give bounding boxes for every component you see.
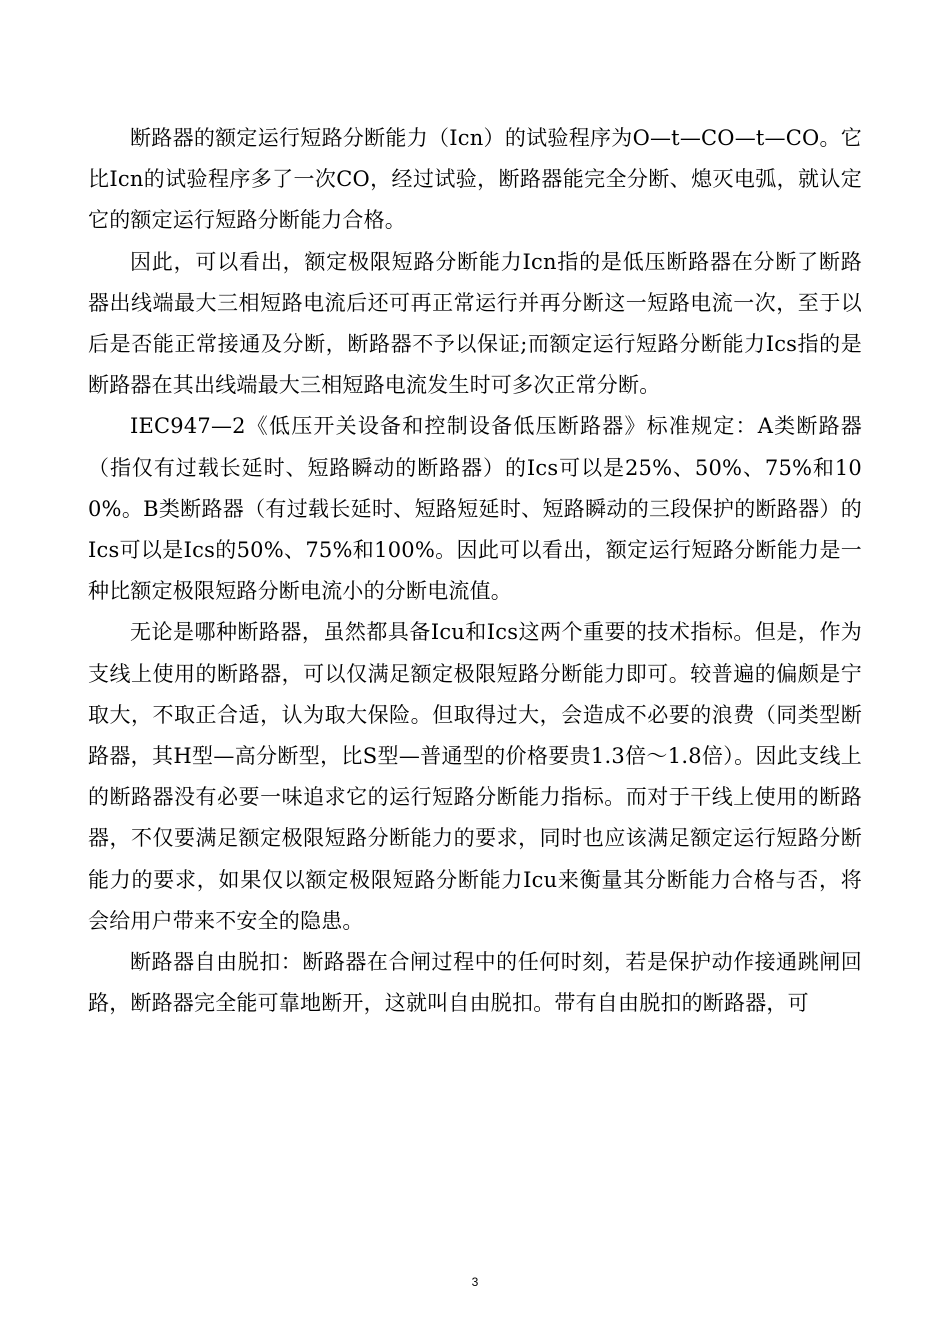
paragraph-iec-standard: IEC947—2《低压开关设备和控制设备低压断路器》标准规定：A类断路器（指仅有过载长延时、短路瞬动的断路器）的Ics可以是25%、50%、75%和100%。B类断路器（有过载长延时、短路短延时、短路瞬动的三段保护的断路器）的Ics可以是Ics的50%、75%和100%。因此可以看出，额定运行短路分断能力是一种比额定极限短路分断电流小的分断电流值。 — [88, 414, 862, 604]
body-text — [88, 118, 862, 1024]
paragraph-test-procedure: 断路器的额定运行短路分断能力（Icn）的试验程序为O—t—CO—t—CO。它比Icn的试验程序多了一次CO，经过试验，断路器能完全分断、熄灭电弧，就认定它的额定运行短路分断能力合格。 — [88, 126, 862, 233]
paragraph-selection-advice: 无论是哪种断路器，虽然都具备Icu和Ics这两个重要的技术指标。但是，作为支线上使用的断路器，可以仅满足额定极限短路分断能力即可。较普遍的偏颇是宁取大，不取正合适，认为取大保险。但取得过大，会造成不必要的浪费（同类型断路器，其H型—高分断型，比S型—普通型的价格要贵1.3倍～1.8倍）。因此支线上的断路器没有必要一味追求它的运行短路分断能力指标。而对于干线上使用的断路器，不仅要满足额定极限短路分断能力的要求，同时也应该满足额定运行短路分断能力的要求，如果仅以额定极限短路分断能力Icu来衡量其分断能力合格与否，将会给用户带来不安全的隐患。 — [88, 620, 862, 933]
paragraph-icn-definition: 因此，可以看出，额定极限短路分断能力Icn指的是低压断路器在分断了断路器出线端最大三相短路电流后还可再正常运行并再分断这一短路电流一次，至于以后是否能正常接通及分断，断路器不予以保证;而额定运行短路分断能力Ics指的是断路器在其出线端最大三相短路电流发生时可多次正常分断。 — [88, 249, 862, 398]
page-number: 3 — [471, 1275, 479, 1289]
paragraph-free-trip: 断路器自由脱扣：断路器在合闸过程中的任何时刻，若是保护动作接通跳闸回路，断路器完全能可靠地断开，这就叫自由脱扣。带有自由脱扣的断路器，可 — [88, 950, 862, 1016]
